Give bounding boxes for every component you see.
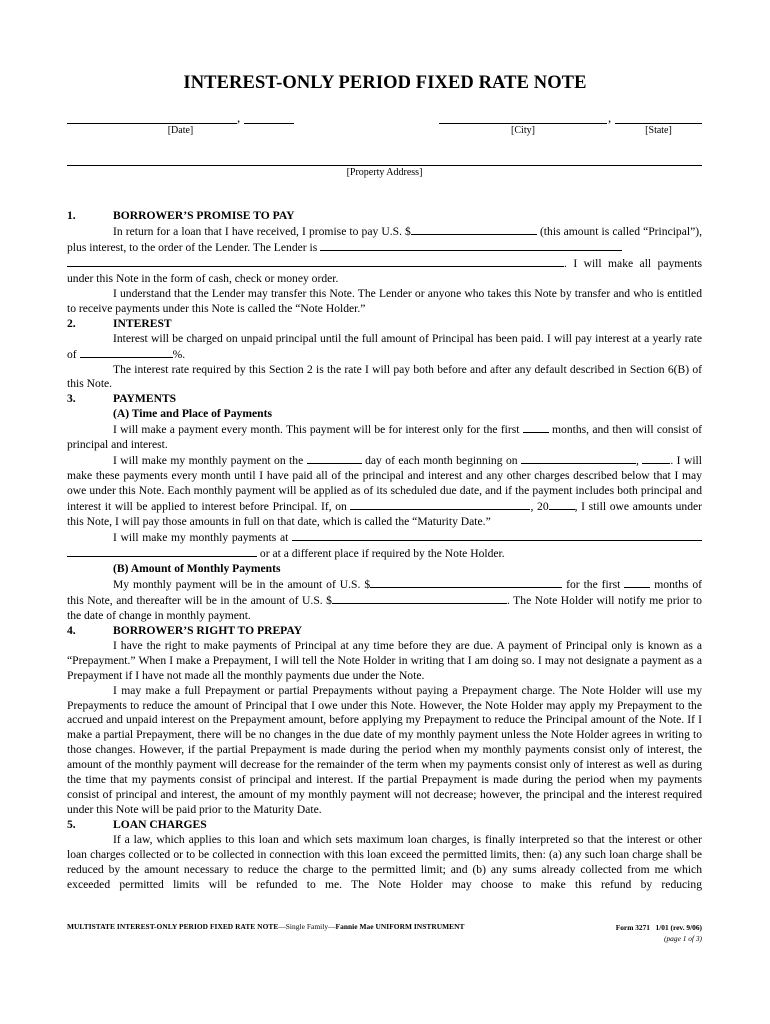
footer-instrument: MULTISTATE INTEREST-ONLY PERIOD FIXED RATE NOTE—Single Family—Fannie Mae UNIFORM INSTRUMENT [67,922,465,931]
lender-name-field-cont[interactable] [67,256,564,267]
section-3a-paragraph-3: I will make my monthly payments at [67,530,702,546]
section-4-heading: 4. BORROWER’S RIGHT TO PREPAY [67,623,303,637]
state-label: [State] [645,125,672,136]
first-payment-year-field[interactable] [642,453,670,464]
city-label: [City] [511,125,535,136]
interest-only-months-field[interactable] [523,422,549,433]
section-3a-paragraph-1: I will make a payment every month. This payment will be for interest only for the first months, and then will consist of principal and interest. [67,423,702,452]
date-line[interactable] [67,123,237,124]
page-number: (page 1 of 3) [664,934,702,943]
date-year-line[interactable] [244,123,294,124]
note-body [67,209,702,893]
property-address-label: [Property Address] [346,167,423,178]
document-title: INTEREST-ONLY PERIOD FIXED RATE NOTE [183,73,587,93]
payment-day-field[interactable] [307,453,362,464]
date-label: [Date] [167,125,194,136]
form-number: Form 3271 1/01 (rev. 9/06) [615,923,702,932]
section-2-paragraph-1: Interest will be charged on unpaid principal until the full amount of Principal has been paid. I will pay interest at a yearly rate of %. [67,331,702,361]
initial-payment-amount-field[interactable] [370,577,562,588]
maturity-date-field[interactable] [350,499,530,510]
section-2-heading: 2. INTEREST [67,316,172,330]
section-1-paragraph-1: In return for a loan that I have received, I promise to pay U.S. $ (this amount is called “Principal”), plus interest, to the order of the Lender. The Lender is . I will make all payments under this Note in the form of cash, check or money order. [67,224,702,285]
maturity-year-field[interactable] [549,499,575,510]
section-1-heading: 1. BORROWER’S PROMISE TO PAY [67,209,295,222]
principal-amount-field[interactable] [411,224,537,235]
section-5-heading: 5. LOAN CHARGES [67,818,207,832]
footer-form-info [616,922,702,944]
section-3b-paragraph-1: My monthly payment will be in the amount of U.S. $ for the first months of this Note, and thereafter will be in the amount of U.S. $ . The Note Holder will notify me prior to the date of change in monthly payment. [67,577,703,622]
section-4-paragraph-1: I have the right to make payments of Principal at any time before they are due. A payment of Principal only is known as a “Prepayment.” When I make a Prepayment, I will tell the Note Holder in writing that I am doing so. I may not designate a payment as a Prepayment if I have not made all the monthly payments due under the Note. [67,638,702,682]
payment-place-field[interactable] [292,530,702,541]
first-payment-date-field[interactable] [521,453,636,464]
initial-payment-months-field[interactable] [624,577,650,588]
city-line[interactable] [439,123,607,124]
lender-name-field[interactable] [320,240,622,251]
section-5-paragraph-1: If a law, which applies to this loan and which sets maximum loan charges, is finally interpreted so that the interest or other loan charges collected or to be collected in connection with this loan exceed the permitted limits, then: (a) any such loan charge shall be reduced by the amount necessary to reduce the charge to the permitted limit; and (b) any sums already collected from me which exceeded permitted limits will be refunded to me. The Note Holder may choose to make this refund by reducing [67,833,702,891]
section-2-paragraph-2: The interest rate required by this Section 2 is the rate I will pay both before and after any default described in Section 6(B) of this Note. [67,362,702,391]
section-1-paragraph-2: I understand that the Lender may transfer this Note. The Lender or anyone who takes this Note by transfer and who is entitled to receive payments under this Note is called the “Note Holder.” [67,286,702,315]
state-line[interactable] [615,123,702,124]
section-3b-heading: (B) Amount of Monthly Payments [113,561,281,575]
property-address-line[interactable] [67,165,702,166]
interest-rate-field[interactable] [80,347,173,358]
payment-place-field-cont[interactable] [67,546,257,557]
section-3a-paragraph-2: I will make my monthly payment on the day of each month beginning on , . I will make these payments every month until I have paid all of the principal and interest and any other charges described below that I may owe under this Note. Each monthly payment will be applied as of its scheduled due date, and if the payment includes both principal and interest it will be applied to interest before Principal. If, on , 20 , I still owe amounts under this Note, I will pay those amounts in full on that date, which is called the “Maturity Date.” [67,454,703,529]
section-3-heading: 3. PAYMENTS [67,392,177,406]
later-payment-amount-field[interactable] [332,593,507,604]
section-4-paragraph-2: I may make a full Prepayment or partial Prepayments without paying a Prepayment charge. The Note Holder will use my Prepayments to reduce the amount of Principal that I owe under this Note. However, the Note Holder may apply my Prepayment to the accrued and unpaid interest on the Prepayment amount, before applying my Prepayment to reduce the Principal amount of the Note. If I make a partial Prepayment, there will be no changes in the due date of my monthly payment unless the Note Holder agrees in writing to those changes. However, if the partial Prepayment is made during the period when my monthly payments consist only of interest, the amount of the monthly payment will decrease for the remainder of the term when my payments consist only of interest as well as during the time that my payments consist of principal and interest. If the partial Prepayment is made during the period when my payments consist of principal and interest, the amount of my monthly payment will not decrease; however, the principal and the interest required under this Note will be paid prior to the Maturity Date. [67,683,702,817]
section-3a-paragraph-3-cont: or at a different place if required by the Note Holder. [67,546,702,562]
section-3a-heading: (A) Time and Place of Payments [113,407,272,421]
